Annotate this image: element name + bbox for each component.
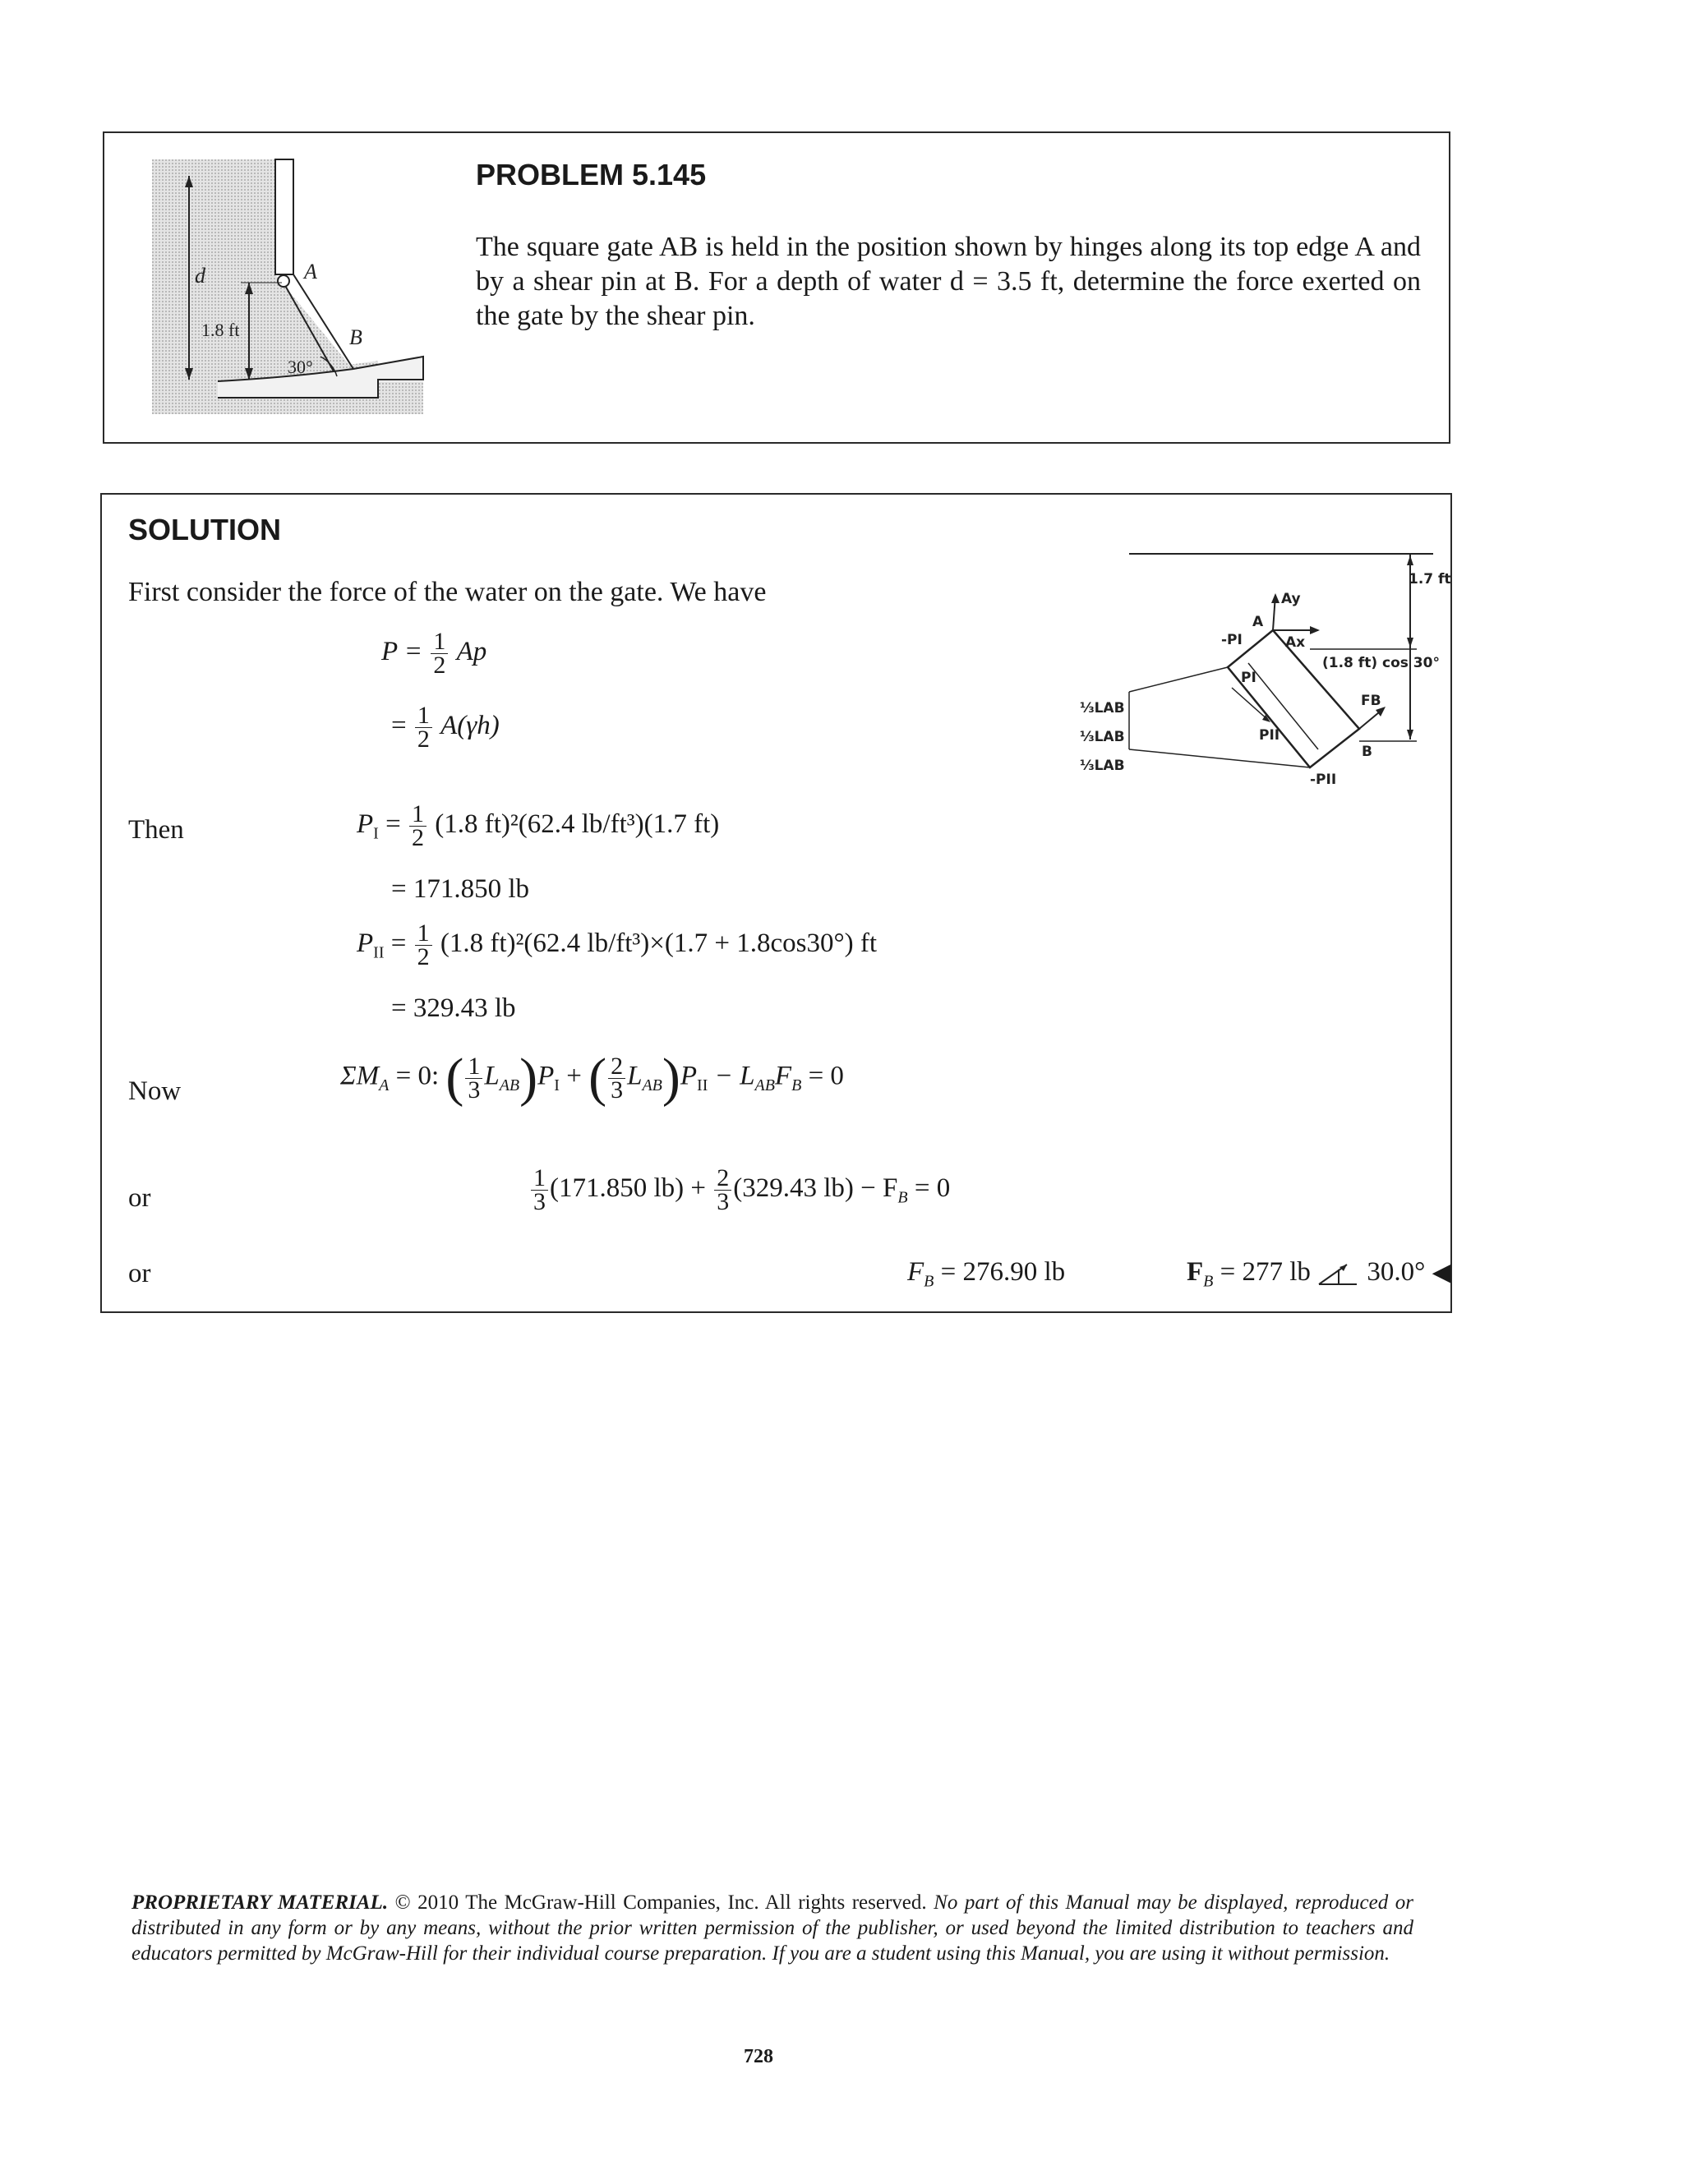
fraction-two-thirds (714, 1164, 731, 1215)
sketch-label-PII: PII (1259, 727, 1280, 744)
sketch-label-third-3: ⅓LAB (1080, 758, 1125, 774)
solution-heading: SOLUTION (128, 513, 281, 546)
frac-num: 2 (714, 1167, 731, 1191)
eq-or1-sub: B (897, 1188, 908, 1207)
eq-moment-fb: F (774, 1061, 792, 1091)
fraction-half (415, 919, 432, 970)
equation-p (381, 630, 486, 677)
equation-or-1 (529, 1164, 951, 1215)
sketch-label-minus-PI: -PI (1221, 632, 1243, 648)
eq-moment-l1-sub: AB (499, 1076, 520, 1095)
eq-result-symbol: F (907, 1257, 924, 1287)
paren-close: ) (662, 1048, 680, 1108)
page-number: 728 (744, 2046, 773, 2067)
frac-num: 1 (465, 1055, 482, 1079)
equation-p-hydrostatic (391, 704, 500, 751)
sketch-label-FB: FB (1361, 693, 1381, 709)
label-or-1: or (128, 1183, 151, 1213)
eq-moment-eq: = 0: (395, 1061, 440, 1091)
equation-p2-result: = 329.43 lb (391, 993, 516, 1023)
frac-den: 3 (717, 1188, 730, 1215)
paren-open: ( (445, 1048, 464, 1108)
frac-num: 1 (415, 922, 432, 946)
copyright-lead: PROPRIETARY MATERIAL. (131, 1891, 389, 1914)
solution-box (100, 493, 1452, 1313)
frac-num: 1 (531, 1167, 548, 1191)
sketch-dim-top: 1.7 ft (1409, 571, 1451, 587)
sketch-label-PI: PI (1241, 670, 1256, 686)
sketch-label-third-1: ⅓LAB (1080, 700, 1125, 716)
eq-moment-p1: P (537, 1061, 555, 1091)
eq-or1-b: (329.43 lb) − F (733, 1173, 898, 1204)
sketch-label-Ay: Ay (1281, 591, 1301, 607)
problem-title: PROBLEM 5.145 (476, 158, 707, 191)
sketch-label-A: A (1252, 614, 1264, 630)
fraction-two-thirds (608, 1052, 625, 1104)
fraction-half (415, 704, 432, 751)
sketch-label-minus-PII: -PII (1310, 772, 1337, 788)
copyright-line: © 2010 The McGraw-Hill Companies, Inc. All rights reserved. (394, 1891, 927, 1914)
eq-p2-rhs: (1.8 ft)²(62.4 lb/ft³)×(1.7 + 1.8cos30°) ft (440, 928, 878, 959)
frac-den: 2 (417, 726, 430, 753)
frac-den: 3 (533, 1188, 546, 1215)
copyright-body: No part of this Manual may be displayed, reproduced or distributed in any form or by any means, without the prior written permission of the publisher, or used beyond the limited distribution to teachers and educators permitted by McGraw-Hill for their individual course preparation. If you are a student using this Manual, you are using it without permission. (131, 1891, 1413, 1965)
eq-p-lhs: P = (381, 637, 423, 667)
eq-p1-rhs: (1.8 ft)²(62.4 lb/ft³)(1.7 ft) (435, 809, 720, 840)
eq-p2-symbol: P (357, 928, 374, 959)
paren-close: ) (519, 1048, 538, 1108)
solution-intro: First consider the force of the water on the gate. We have (128, 577, 767, 607)
label-now: Now (128, 1076, 182, 1106)
paren-open: ( (588, 1048, 607, 1108)
eq-p2-rhs: A(γh) (440, 711, 500, 741)
fraction-half (409, 800, 427, 851)
equation-p1: $P_I$ = $\frac{1}{2}$ (1.8 ft)²(62.4 lb/ft³)(1.7 ft) (357, 800, 720, 851)
eq-moment-fb-sub: B (791, 1076, 802, 1095)
eq-moment-l2: L (627, 1061, 643, 1091)
equation-moment (340, 1048, 844, 1108)
figure-label-B: B (349, 325, 362, 349)
frac-den: 2 (433, 652, 446, 679)
eq-p-rhs: Ap (456, 637, 487, 667)
eq-moment-p2-sub: II (697, 1076, 708, 1095)
sketch-label-Ax: Ax (1285, 634, 1306, 651)
angle-direction-icon (1317, 1260, 1360, 1288)
eq-moment-l2-sub: AB (642, 1076, 662, 1095)
fraction-third (531, 1164, 548, 1215)
answer-marker-icon: ◀ (1432, 1259, 1451, 1286)
frac-den: 3 (468, 1076, 481, 1104)
eq-or1-a: (171.850 lb) + (550, 1173, 707, 1204)
eq-p2-lhs: = (391, 711, 407, 741)
frac-den: 2 (411, 824, 424, 851)
sketch-label-B: B (1362, 744, 1372, 760)
eq-p1-sub: I (373, 824, 379, 843)
frac-num: 1 (431, 630, 448, 654)
frac-den: 2 (417, 943, 430, 970)
label-or-2: or (128, 1259, 151, 1288)
eq-moment-sub: A (379, 1076, 390, 1095)
figure-label-A: A (304, 260, 317, 283)
free-body-sketch (1047, 544, 1451, 790)
equation-p2: $P_{II}$ = $\frac{1}{2}$ (1.8 ft)²(62.4 lb/ft³)×(1.7 + 1.8cos30°) ft (357, 919, 878, 970)
final-answer (1187, 1257, 1451, 1292)
problem-statement: The square gate AB is held in the position shown by hinges along its top edge A and by a shear pin at B. For a depth of water d = 3.5 ft, determine the force exerted on the gate by the shear pin. (476, 232, 1421, 331)
figure-label-d: d (195, 264, 205, 288)
eq-moment-l1: L (484, 1061, 500, 1091)
eq-result-sub: B (924, 1272, 934, 1291)
eq-p1-symbol: P (357, 809, 374, 840)
label-then: Then (128, 815, 184, 845)
eq-moment-tail-sub: AB (754, 1076, 775, 1095)
gate-figure (152, 159, 423, 414)
fraction-half (431, 630, 448, 677)
eq-moment-tail: − L (714, 1061, 755, 1091)
eq-moment-symbol: ΣM (340, 1061, 380, 1091)
fraction-third (465, 1052, 482, 1104)
sketch-label-third-2: ⅓LAB (1080, 729, 1125, 745)
final-answer-symbol: F (1187, 1257, 1204, 1287)
equation-p1-result: = 171.850 lb (391, 874, 530, 904)
copyright-notice (131, 1890, 1413, 1966)
frac-num: 1 (415, 704, 432, 728)
sketch-dim-side: (1.8 ft) cos 30° (1322, 655, 1440, 671)
eq-or1-end: = 0 (914, 1173, 951, 1204)
final-answer-sub: B (1203, 1272, 1214, 1291)
eq-moment-p1-sub: I (554, 1076, 560, 1095)
eq-result-rhs: = 276.90 lb (940, 1257, 1066, 1287)
frac-num: 2 (608, 1055, 625, 1079)
eq-moment-plus: + (566, 1061, 582, 1091)
final-answer-value: = 277 lb (1220, 1257, 1311, 1287)
final-answer-angle: 30.0° (1367, 1257, 1426, 1287)
eq-moment-p2: P (680, 1061, 698, 1091)
figure-label-height: 1.8 ft (201, 320, 240, 340)
frac-num: 1 (409, 803, 427, 827)
equation-result (907, 1257, 1065, 1292)
frac-den: 3 (611, 1076, 624, 1104)
figure-label-angle: 30° (288, 357, 313, 377)
problem-box (103, 131, 1450, 444)
eq-moment-end: = 0 (808, 1061, 844, 1091)
eq-p2-sub: II (373, 943, 385, 962)
